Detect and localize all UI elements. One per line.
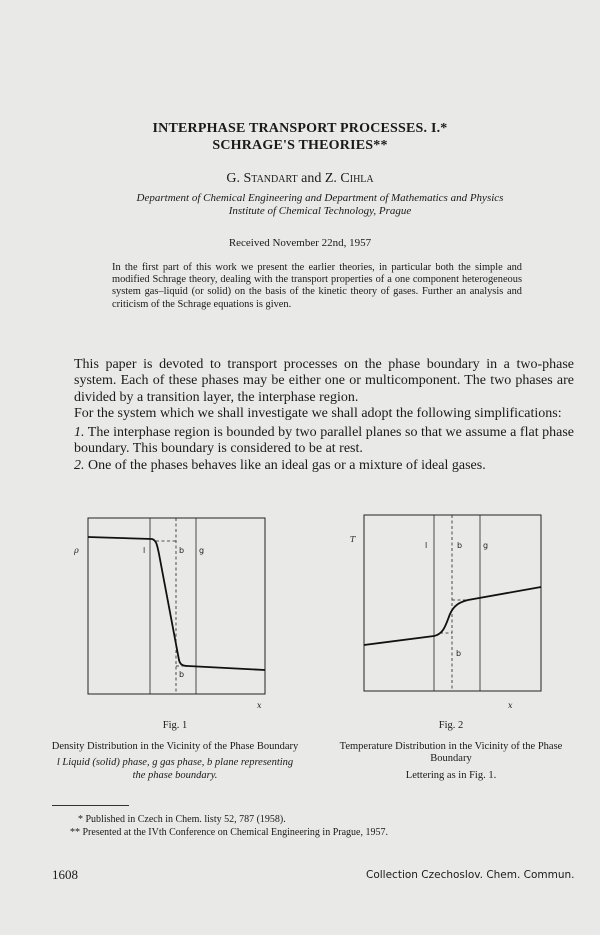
list-item-1-text: The interphase region is bounded by two parallel planes so that we assume a flat phase boundary. This boundary is considered to be at rest. — [74, 425, 574, 457]
fig1-legend: l Liquid (solid) phase, g gas phase, b plane representing the phase boundary. — [56, 757, 294, 781]
fig1-label-b-top: b — [179, 546, 185, 555]
fig1-x-label: x — [257, 701, 262, 710]
authors — [0, 171, 600, 187]
figure-1-caption-block — [50, 720, 300, 782]
list-item-1-number: 1. — [74, 425, 85, 441]
fig2-temperature-curve — [364, 587, 541, 645]
journal-name: Collection Czechoslov. Chem. Commun. — [366, 869, 575, 881]
fig1-label-l: l — [143, 546, 146, 555]
figure-2 — [340, 512, 560, 712]
author-1-name: Standart — [243, 171, 298, 186]
fig1-label-g: g — [199, 546, 205, 555]
abstract: In the first part of this work we present the earlier theories, in particular both the simple and modified Schrage theory, dealing with the transport properties of a one component heterogeneous system gas–liquid (or solid) on the basis of the kinetic theory of gases. Further an analysis and criticism of the Schrage equations is given. — [112, 262, 522, 310]
title-line-1: INTERPHASE TRANSPORT PROCESSES. I.* — [152, 121, 448, 136]
fig1-frame — [88, 518, 265, 694]
list-item-1 — [74, 425, 574, 458]
fig1-y-label: ρ — [74, 546, 79, 555]
affiliation — [60, 192, 580, 218]
figure-2-plot — [340, 512, 560, 712]
fig2-label-l: l — [425, 541, 428, 550]
fig2-label-b-top: b — [457, 541, 463, 550]
footnotes — [52, 813, 552, 839]
fig1-density-curve — [88, 537, 265, 670]
page-number: 1608 — [52, 867, 78, 882]
figure-1-plot — [60, 512, 280, 712]
figure-1 — [60, 512, 280, 712]
fig1-label-b-bottom: b — [179, 670, 185, 679]
fig2-legend: Lettering as in Fig. 1. — [405, 769, 497, 781]
fig2-label-g: g — [483, 541, 489, 550]
list-item-2-number: 2. — [74, 457, 85, 473]
affiliation-line-2: Institute of Chemical Technology, Prague — [228, 205, 412, 217]
fig2-label-b-bottom: b — [456, 649, 462, 658]
fig2-label: Fig. 2 — [438, 720, 464, 731]
footnote-2: ** Presented at the IVth Conference on Chemical Engineering in Prague, 1957. — [70, 827, 388, 838]
authors-and: and — [297, 171, 325, 186]
body-paragraph-2: For the system which we shall investigate we shall adopt the following simplifications: — [74, 405, 562, 421]
title-line-2: SCHRAGE'S THEORIES** — [212, 138, 388, 153]
paper-title — [0, 120, 600, 154]
fig1-caption: Density Distribution in the Vicinity of the Phase Boundary — [51, 740, 299, 752]
figure-2-caption-block — [328, 720, 574, 782]
list-item-2 — [74, 458, 574, 474]
received-date: Received November 22nd, 1957 — [228, 237, 372, 249]
author-2-initial: Z. — [324, 171, 341, 186]
author-2-name: Cihla — [340, 171, 374, 186]
affiliation-line-1: Department of Chemical Engineering and Department of Mathematics and Physics — [136, 192, 504, 204]
body-text — [74, 357, 574, 474]
fig2-y-label: T — [350, 535, 356, 544]
author-1-initial: G. — [226, 171, 244, 186]
body-paragraph-1: This paper is devoted to transport processes on the phase boundary in a two-phase system. Each of these phases may be either one or multicomponent. The two phases are divided by a transition layer, the interphase region. — [74, 357, 574, 405]
list-item-2-text: One of the phases behaves like an ideal gas or a mixture of ideal gases. — [84, 457, 486, 473]
footnote-rule — [52, 805, 129, 806]
fig2-x-label: x — [508, 701, 513, 710]
fig2-frame — [364, 515, 541, 691]
fig2-caption: Temperature Distribution in the Vicinity of the Phase Boundary — [339, 740, 563, 764]
footnote-1: * Published in Czech in Chem. listy 52, 787 (1958). — [78, 814, 286, 825]
fig1-label: Fig. 1 — [162, 720, 188, 731]
